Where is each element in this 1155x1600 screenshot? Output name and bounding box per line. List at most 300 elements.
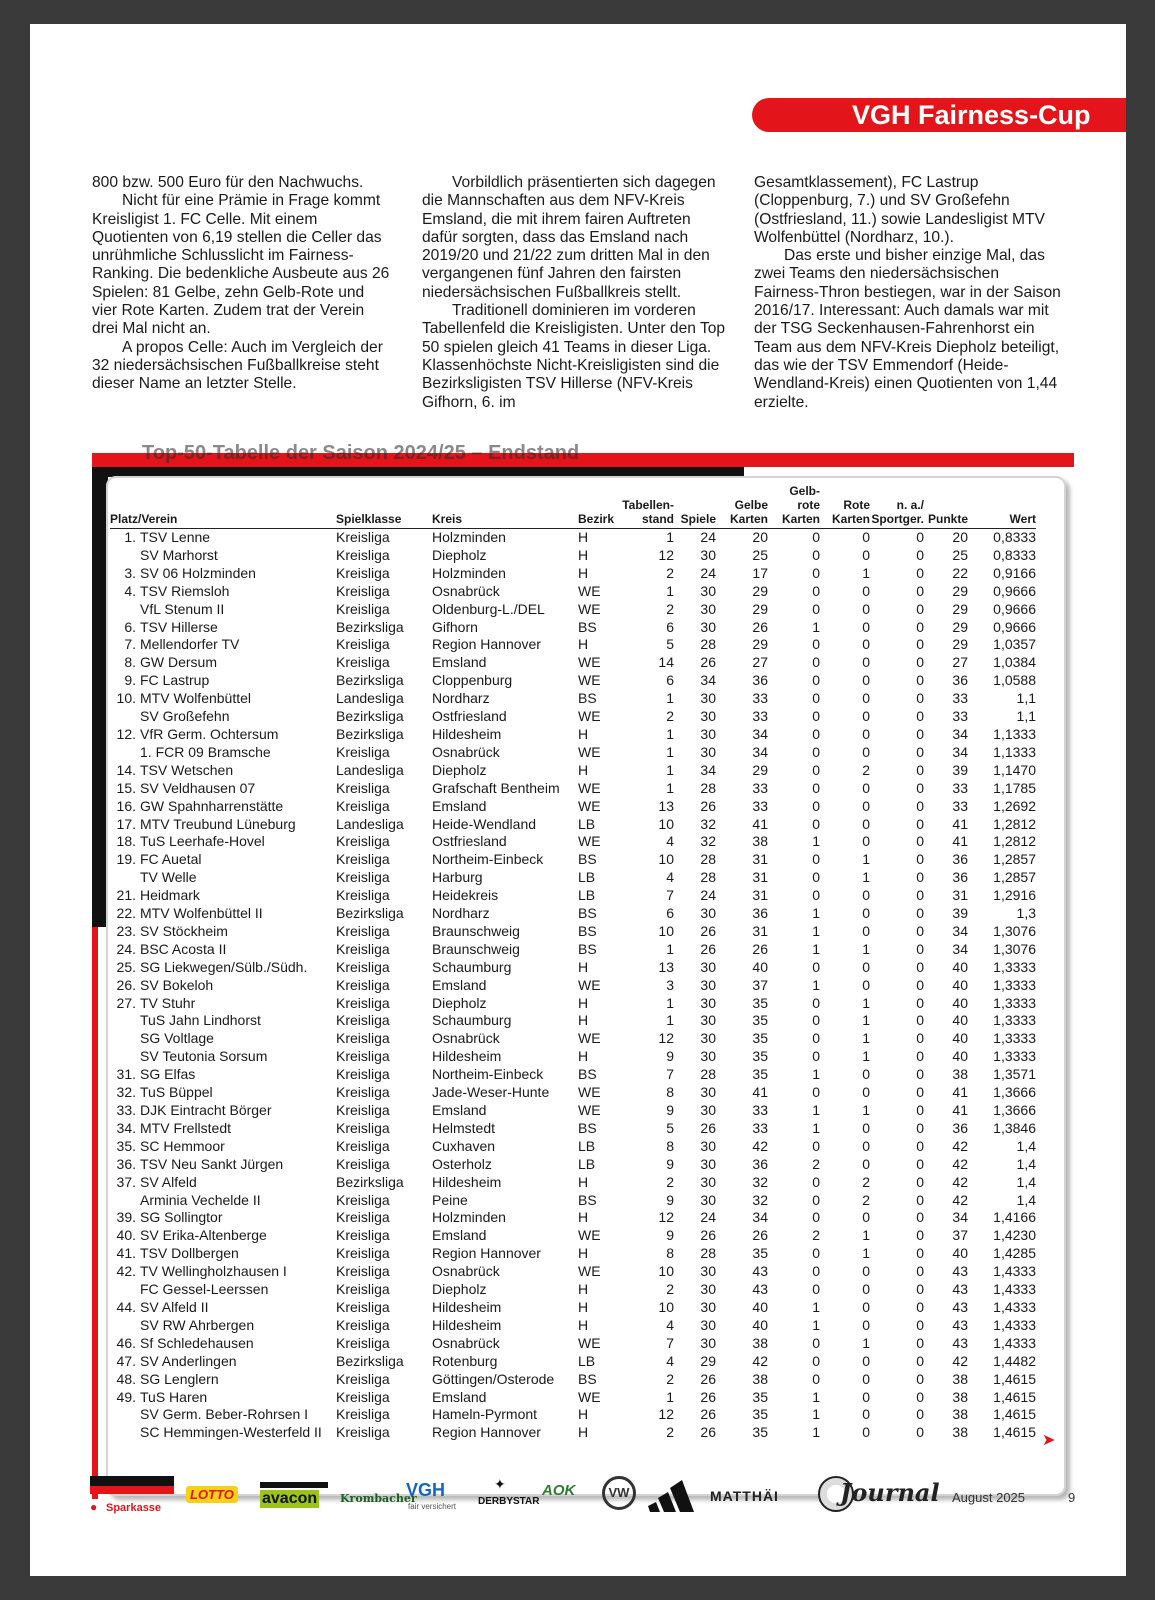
cell-bezirk: WE [578, 582, 601, 599]
cell-rank: 39. [116, 1209, 136, 1226]
cell-gelbrote: 1 [812, 1424, 820, 1441]
cell-kreis: Heide-Wendland [432, 815, 537, 832]
cell-kreis: Emsland [432, 976, 487, 993]
cell-spielklasse: Kreisliga [336, 564, 390, 581]
cell-tabellenstand: 13 [658, 958, 674, 975]
table-row [110, 1406, 1036, 1424]
cell-spiele: 26 [700, 654, 716, 671]
cell-spiele: 30 [700, 905, 716, 922]
cell-rote: 0 [862, 815, 870, 832]
cell-spiele: 30 [700, 1155, 716, 1172]
cell-rote: 0 [862, 1388, 870, 1405]
cell-platz-verein [110, 547, 336, 565]
cell-rote: 0 [862, 1209, 870, 1226]
cell-gelbe: 33 [752, 708, 768, 725]
cell-kreis: Diepholz [432, 994, 487, 1011]
cell-wert: 1,4 [1016, 1137, 1036, 1154]
cell-tabellenstand: 10 [658, 922, 674, 939]
cell-spielklasse: Kreisliga [336, 1155, 390, 1172]
cell-club: SG Liekwegen/Sülb./Südh. [140, 958, 308, 975]
cell-platz-verein [110, 1030, 336, 1048]
cell-rote: 0 [862, 743, 870, 760]
cell-gelbe: 35 [752, 994, 768, 1011]
cell-spiele: 26 [700, 1370, 716, 1387]
article-column-1 [92, 174, 392, 394]
cell-na: 0 [916, 600, 924, 617]
cell-wert: 1,1470 [993, 761, 1036, 778]
cell-wert: 1,3333 [993, 976, 1036, 993]
cell-spiele: 30 [700, 976, 716, 993]
cell-na: 0 [916, 1191, 924, 1208]
cell-wert: 1,3571 [993, 1066, 1036, 1083]
table-row [110, 1066, 1036, 1084]
cell-rank: 36. [116, 1155, 136, 1172]
cell-spielklasse: Kreisliga [336, 1424, 390, 1441]
cell-wert: 1,0357 [993, 636, 1036, 653]
cell-wert: 0,8333 [993, 529, 1036, 545]
cell-rote: 0 [862, 582, 870, 599]
cell-gelbe: 26 [752, 618, 768, 635]
cell-na: 0 [916, 905, 924, 922]
cell-club: FC Lastrup [140, 672, 210, 689]
cell-spiele: 30 [700, 546, 716, 563]
cell-na: 0 [916, 1334, 924, 1351]
cell-spielklasse: Kreisliga [336, 1370, 390, 1387]
col-header-spielklasse: Spielklasse [336, 484, 432, 529]
cell-rote: 0 [862, 654, 870, 671]
sponsor-bar [90, 1472, 1090, 1520]
cell-gelbe: 36 [752, 905, 768, 922]
cell-platz-verein [110, 1084, 336, 1102]
cell-tabellenstand: 2 [666, 1424, 674, 1441]
cell-kreis: Holzminden [432, 564, 506, 581]
cell-bezirk: H [578, 994, 589, 1011]
cell-tabellenstand: 7 [666, 1066, 674, 1083]
cell-gelbrote: 1 [812, 1316, 820, 1333]
cell-gelbrote: 1 [812, 905, 820, 922]
cell-bezirk: LB [578, 815, 596, 832]
cell-club: TV Stuhr [140, 994, 196, 1011]
col-header-spiele: Spiele [674, 484, 716, 529]
cell-tabellenstand: 1 [666, 994, 674, 1011]
cell-spielklasse: Kreisliga [336, 779, 390, 796]
cell-kreis: Diepholz [432, 761, 487, 778]
cell-platz-verein [110, 744, 336, 762]
cell-na: 0 [916, 1281, 924, 1298]
cell-gelbe: 40 [752, 1298, 768, 1315]
cell-club: SV RW Ahrbergen [140, 1316, 255, 1333]
cell-rank: 27. [116, 994, 136, 1011]
cell-club: Heidmark [140, 887, 200, 904]
cell-club: SG Sollingtor [140, 1209, 223, 1226]
cell-na: 0 [916, 1209, 924, 1226]
cell-rank: 6. [124, 618, 136, 635]
cell-rank: 42. [116, 1263, 136, 1280]
cell-gelbrote: 0 [812, 725, 820, 742]
cell-punkte: 41 [952, 1102, 968, 1118]
cell-kreis: Northeim-Einbeck [432, 1066, 544, 1083]
cell-club: GW Dersum [140, 654, 217, 671]
cell-spiele: 28 [700, 869, 716, 886]
cell-wert: 0,9666 [993, 582, 1036, 599]
cell-gelbe: 36 [752, 1155, 768, 1172]
cell-spielklasse: Landesliga [336, 761, 404, 778]
cell-bezirk: WE [578, 779, 601, 796]
table-row [110, 529, 1036, 547]
cell-spiele: 24 [700, 529, 716, 545]
cell-punkte: 34 [952, 940, 968, 957]
cell-spiele: 26 [700, 922, 716, 939]
cell-bezirk: H [578, 636, 589, 653]
cell-na: 0 [916, 958, 924, 975]
cell-spiele: 30 [700, 618, 716, 635]
cell-bezirk: H [578, 1281, 589, 1298]
cell-gelbe: 33 [752, 779, 768, 796]
cell-tabellenstand: 8 [666, 1084, 674, 1101]
cell-tabellenstand: 4 [666, 833, 674, 850]
cell-na: 0 [916, 1066, 924, 1083]
table-row [110, 1084, 1036, 1102]
cell-wert: 1,1 [1016, 690, 1036, 707]
cell-wert: 0,8333 [993, 546, 1036, 563]
cell-spiele: 30 [700, 1263, 716, 1280]
cell-punkte: 41 [952, 833, 968, 850]
cell-club: SV Anderlingen [140, 1352, 237, 1369]
cell-platz-verein [110, 636, 336, 654]
cell-punkte: 43 [952, 1316, 968, 1333]
cell-wert: 1,3333 [993, 994, 1036, 1011]
cell-platz-verein [110, 887, 336, 905]
cell-kreis: Hameln-Pyrmont [432, 1406, 538, 1423]
cell-club: TuS Jahn Lindhorst [140, 1012, 261, 1029]
cell-bezirk: BS [578, 905, 597, 922]
cell-wert: 1,3846 [993, 1119, 1036, 1136]
col-header-platz: Platz/Verein [110, 484, 336, 529]
table-row [110, 1263, 1036, 1281]
issue-date: August 2025 [952, 1490, 1026, 1505]
cell-tabellenstand: 2 [666, 1370, 674, 1387]
cell-gelbrote: 0 [812, 690, 820, 707]
article-column-2 [422, 174, 727, 412]
cell-spiele: 30 [700, 1298, 716, 1315]
cell-na: 0 [916, 1406, 924, 1423]
cell-punkte: 38 [952, 1066, 968, 1083]
cell-tabellenstand: 4 [666, 1316, 674, 1333]
cell-platz-verein [110, 1299, 336, 1317]
cell-tabellenstand: 10 [658, 815, 674, 832]
cell-rote: 0 [862, 922, 870, 939]
cell-punkte: 33 [952, 779, 968, 796]
cell-kreis: Holzminden [432, 1209, 506, 1226]
cell-tabellenstand: 5 [666, 636, 674, 653]
cell-rote: 0 [862, 1263, 870, 1280]
cell-bezirk: H [578, 1048, 589, 1065]
cell-wert: 1,4285 [993, 1245, 1036, 1262]
cell-spielklasse: Kreisliga [336, 797, 390, 814]
cell-bezirk: BS [578, 1066, 597, 1083]
cell-gelbrote: 0 [812, 1370, 820, 1387]
cell-tabellenstand: 7 [666, 1334, 674, 1351]
cell-punkte: 27 [952, 654, 968, 671]
cell-punkte: 38 [952, 1388, 968, 1405]
cell-gelbrote: 0 [812, 1137, 820, 1154]
journal-logo: Journal [818, 1472, 948, 1520]
cell-rote: 1 [862, 1334, 870, 1351]
cell-gelbe: 26 [752, 940, 768, 957]
cell-gelbe: 31 [752, 851, 768, 868]
cell-tabellenstand: 5 [666, 1119, 674, 1136]
cell-tabellenstand: 7 [666, 887, 674, 904]
cell-gelbrote: 0 [812, 1191, 820, 1208]
table-row [110, 851, 1036, 869]
cell-tabellenstand: 9 [666, 1191, 674, 1208]
cell-gelbrote: 0 [812, 600, 820, 617]
cell-platz-verein [110, 1424, 336, 1442]
cell-club: TV Welle [140, 869, 197, 886]
cell-kreis: Gifhorn [432, 618, 478, 635]
cell-punkte: 40 [952, 976, 968, 993]
col-header-rote: Rote Karten [820, 484, 870, 529]
cell-kreis: Osnabrück [432, 743, 500, 760]
cell-gelbe: 29 [752, 636, 768, 653]
cell-bezirk: BS [578, 1119, 597, 1136]
cell-tabellenstand: 12 [658, 1030, 674, 1047]
cell-club: MTV Frellstedt [140, 1119, 232, 1136]
cell-na: 0 [916, 761, 924, 778]
cell-punkte: 22 [952, 564, 968, 581]
cell-spiele: 26 [700, 940, 716, 957]
cell-spiele: 30 [700, 1012, 716, 1029]
cell-spiele: 28 [700, 1245, 716, 1262]
cell-club: SG Voltlage [140, 1030, 214, 1047]
cell-bezirk: H [578, 546, 589, 563]
cell-na: 0 [916, 1263, 924, 1280]
cell-punkte: 39 [952, 761, 968, 778]
cell-gelbe: 34 [752, 725, 768, 742]
cell-kreis: Hildesheim [432, 1173, 502, 1190]
cell-gelbe: 35 [752, 1424, 768, 1441]
cell-club: TSV Neu Sankt Jürgen [140, 1155, 284, 1172]
cell-platz-verein [110, 1353, 336, 1371]
cell-na: 0 [916, 1048, 924, 1065]
table-row [110, 798, 1036, 816]
cell-club: Arminia Vechelde II [140, 1191, 261, 1208]
cell-spiele: 30 [700, 1334, 716, 1351]
cell-bezirk: H [578, 529, 589, 545]
cell-kreis: Osnabrück [432, 1334, 500, 1351]
cell-kreis: Oldenburg-L./DEL [432, 600, 545, 617]
cell-club: SG Elfas [140, 1066, 196, 1083]
cell-spielklasse: Kreisliga [336, 1030, 390, 1047]
cell-bezirk: LB [578, 869, 596, 886]
cell-platz-verein [110, 672, 336, 690]
cell-kreis: Emsland [432, 1102, 487, 1118]
cell-gelbrote: 1 [812, 1066, 820, 1083]
cell-club: SV Erika-Altenberge [140, 1227, 267, 1244]
cell-gelbrote: 0 [812, 582, 820, 599]
table-row [110, 1371, 1036, 1389]
cell-gelbe: 35 [752, 1245, 768, 1262]
cell-na: 0 [916, 690, 924, 707]
col-header-wert: Wert [968, 484, 1036, 529]
cell-kreis: Helmstedt [432, 1119, 496, 1136]
cell-spiele: 30 [700, 708, 716, 725]
cell-rank: 21. [116, 887, 136, 904]
table-row [110, 1389, 1036, 1407]
cell-rote: 1 [862, 994, 870, 1011]
cell-club: SC Hemmingen-Westerfeld II [140, 1424, 322, 1441]
cell-spielklasse: Kreisliga [336, 1119, 390, 1136]
cell-bezirk: WE [578, 1388, 601, 1405]
cell-club: SC Hemmoor [140, 1137, 225, 1154]
cell-bezirk: BS [578, 690, 597, 707]
cell-spiele: 30 [700, 1137, 716, 1154]
cell-rank: 7. [124, 636, 136, 653]
cell-gelbe: 43 [752, 1263, 768, 1280]
cell-spielklasse: Kreisliga [336, 546, 390, 563]
cell-punkte: 34 [952, 743, 968, 760]
cell-tabellenstand: 10 [658, 1298, 674, 1315]
cell-wert: 1,3076 [993, 940, 1036, 957]
cell-gelbe: 34 [752, 743, 768, 760]
cell-club: VfL Stenum II [140, 600, 225, 617]
cell-na: 0 [916, 815, 924, 832]
cell-spielklasse: Bezirksliga [336, 708, 404, 725]
cell-rank: 14. [116, 761, 136, 778]
cell-kreis: Osnabrück [432, 582, 500, 599]
cell-spielklasse: Kreisliga [336, 1084, 390, 1101]
cell-tabellenstand: 9 [666, 1102, 674, 1118]
cell-wert: 1,0588 [993, 672, 1036, 689]
cell-gelbe: 35 [752, 1048, 768, 1065]
cell-gelbrote: 1 [812, 1119, 820, 1136]
cell-spiele: 30 [700, 1084, 716, 1101]
table-row [110, 1209, 1036, 1227]
cell-gelbrote: 0 [812, 636, 820, 653]
cell-rote: 0 [862, 600, 870, 617]
cell-wert: 1,1 [1016, 708, 1036, 725]
cell-bezirk: WE [578, 708, 601, 725]
cell-kreis: Heidekreis [432, 887, 499, 904]
cell-rank: 26. [116, 976, 136, 993]
cell-gelbrote: 1 [812, 940, 820, 957]
cell-gelbrote: 0 [812, 1245, 820, 1262]
cell-na: 0 [916, 1084, 924, 1101]
cell-na: 0 [916, 1298, 924, 1315]
cell-club: SV Teutonia Sorsum [140, 1048, 268, 1065]
cell-spiele: 30 [700, 1102, 716, 1118]
cell-punkte: 40 [952, 1012, 968, 1029]
cell-rote: 0 [862, 636, 870, 653]
cell-spiele: 34 [700, 761, 716, 778]
cell-bezirk: WE [578, 1030, 601, 1047]
cell-gelbe: 35 [752, 1030, 768, 1047]
cell-spiele: 24 [700, 887, 716, 904]
cell-tabellenstand: 1 [666, 1012, 674, 1029]
cell-na: 0 [916, 1227, 924, 1244]
cell-spielklasse: Kreisliga [336, 636, 390, 653]
cell-rote: 0 [862, 1281, 870, 1298]
cell-gelbrote: 0 [812, 1263, 820, 1280]
cell-spiele: 30 [700, 994, 716, 1011]
cell-na: 0 [916, 1352, 924, 1369]
cell-tabellenstand: 1 [666, 725, 674, 742]
cell-spiele: 34 [700, 672, 716, 689]
cell-kreis: Rotenburg [432, 1352, 498, 1369]
cell-gelbrote: 0 [812, 797, 820, 814]
cell-spielklasse: Kreisliga [336, 958, 390, 975]
cell-punkte: 25 [952, 546, 968, 563]
cell-platz-verein [110, 923, 336, 941]
adidas-stripes-icon [648, 1478, 700, 1512]
cell-rank: 35. [116, 1137, 136, 1154]
cell-tabellenstand: 8 [666, 1245, 674, 1262]
cell-spielklasse: Bezirksliga [336, 725, 404, 742]
cell-spiele: 26 [700, 1424, 716, 1441]
cell-gelbe: 40 [752, 958, 768, 975]
cell-kreis: Northeim-Einbeck [432, 851, 544, 868]
paragraph: Das erste und bisher einzige Mal, das zwei Teams den niedersächsischen Fairness-Thron bestiegen, war in der Saison 2016/17. Interessant: Auch damals war mit der TSG Seckenhausen-Fahrenhorst ein Team aus dem NFV-Kreis Diepholz beteiligt, das wie der TSV Emmendorf (Heide-Wendland-Kreis) einen Quotienten von 1,44 erzielte. [754, 247, 1061, 411]
cell-spielklasse: Bezirksliga [336, 672, 404, 689]
table-row [110, 1048, 1036, 1066]
cell-bezirk: WE [578, 672, 601, 689]
cell-tabellenstand: 6 [666, 672, 674, 689]
cell-tabellenstand: 14 [658, 654, 674, 671]
cell-kreis: Emsland [432, 654, 487, 671]
cell-platz-verein [110, 1066, 336, 1084]
cell-wert: 1,3666 [993, 1102, 1036, 1118]
table-row [110, 1281, 1036, 1299]
cell-gelbe: 33 [752, 1102, 768, 1118]
table-row [110, 1120, 1036, 1138]
continue-arrow-icon: ➤ [1042, 1432, 1056, 1449]
cell-wert: 0,9666 [993, 600, 1036, 617]
cell-gelbrote: 0 [812, 529, 820, 545]
cell-wert: 1,4333 [993, 1281, 1036, 1298]
cell-gelbrote: 0 [812, 546, 820, 563]
cell-spiele: 30 [700, 1173, 716, 1190]
cell-gelbrote: 0 [812, 1084, 820, 1101]
vw-logo: VW [602, 1472, 638, 1520]
cell-na: 0 [916, 940, 924, 957]
cell-club: MTV Wolfenbüttel II [140, 905, 263, 922]
cell-wert: 1,4615 [993, 1424, 1036, 1441]
table-row [110, 1030, 1036, 1048]
table-row [110, 833, 1036, 851]
cell-spiele: 26 [700, 1406, 716, 1423]
cell-spielklasse: Kreisliga [336, 1316, 390, 1333]
cell-kreis: Diepholz [432, 1281, 487, 1298]
cell-tabellenstand: 12 [658, 546, 674, 563]
cell-rote: 0 [862, 1084, 870, 1101]
cell-gelbrote: 0 [812, 958, 820, 975]
cell-gelbrote: 0 [812, 1012, 820, 1029]
cell-wert: 1,4482 [993, 1352, 1036, 1369]
ranking-table [110, 484, 1036, 1442]
cell-punkte: 34 [952, 922, 968, 939]
cell-gelbe: 35 [752, 1066, 768, 1083]
cell-punkte: 40 [952, 1030, 968, 1047]
cell-tabellenstand: 2 [666, 708, 674, 725]
table-row [110, 565, 1036, 583]
cell-gelbrote: 0 [812, 815, 820, 832]
cell-rank: 34. [116, 1119, 136, 1136]
cell-na: 0 [916, 654, 924, 671]
cell-punkte: 36 [952, 672, 968, 689]
aok-logo: AOK [542, 1482, 576, 1499]
cell-club: TV Wellingholzhausen I [140, 1263, 287, 1280]
cell-rote: 1 [862, 1102, 870, 1118]
